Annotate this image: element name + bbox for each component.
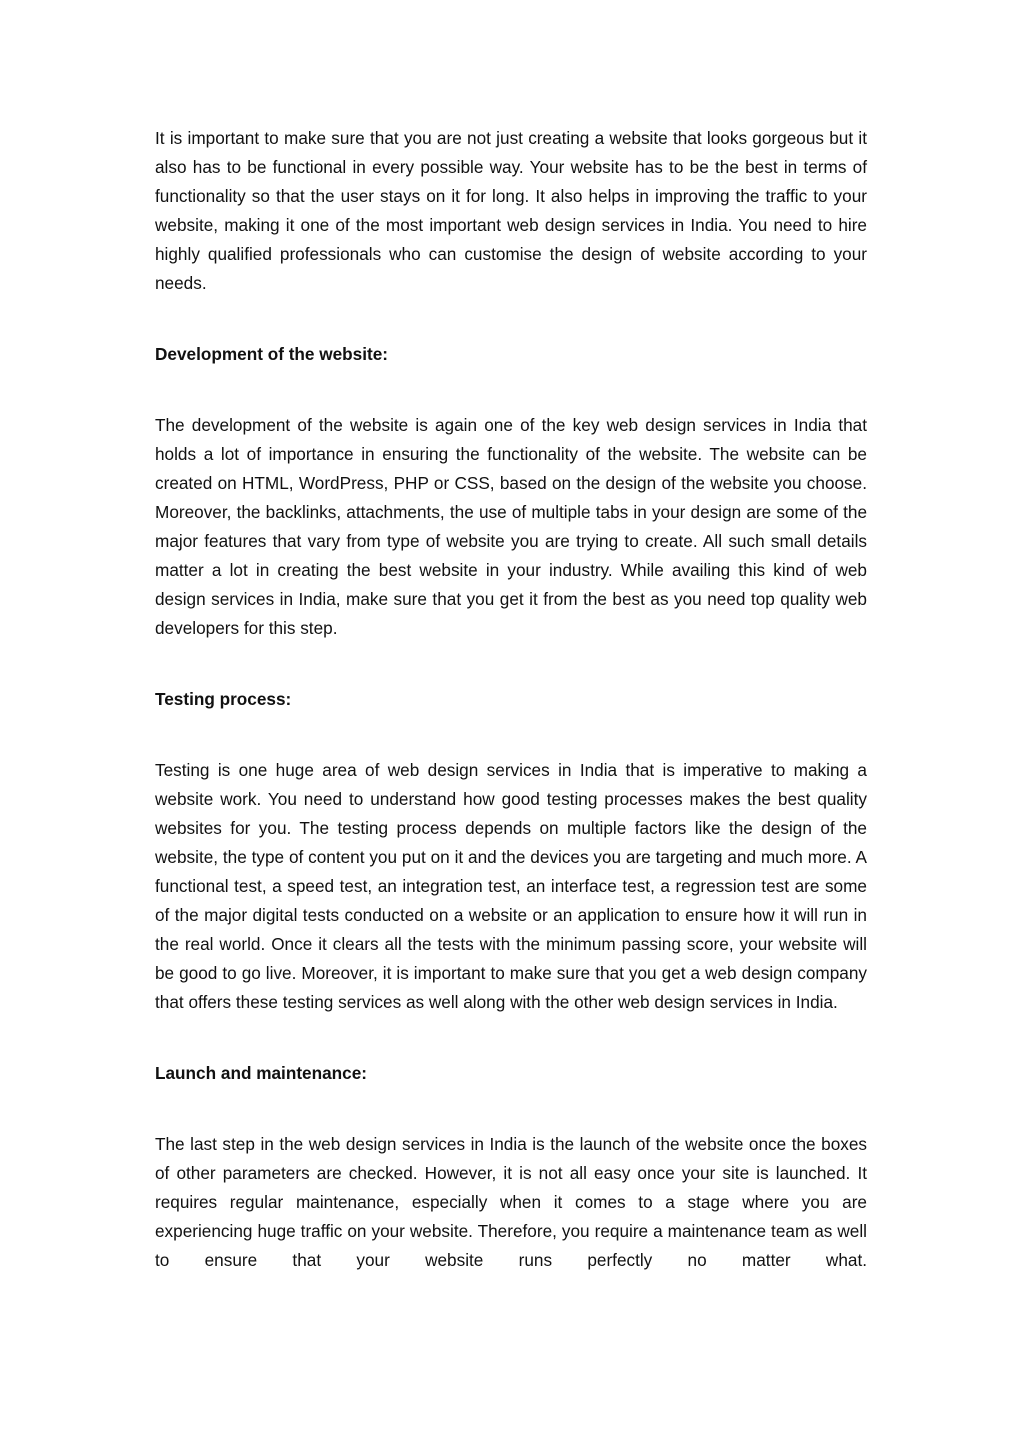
section-body-development: The development of the website is again one of the key web design services in India that holds a lot of importance in ensuring the functionality of the website. The website can be created on HTML, WordPress, PHP or CSS, based on the design of the website you choose. Moreover, the backlinks, attachments, the use of multiple tabs in your design are some of the major features that vary from type of website you are trying to create. All such small details matter a lot in creating the best website in your industry. While availing this kind of web design services in India, make sure that you get it from the best as you need top quality web developers for this step. [155,415,867,638]
section-body-launch: The last step in the web design services in India is the launch of the website once the boxes of other parameters are checked. However, it is not all easy once your site is launched. It requires regular maintenance, especially when it comes to a stage where you are experiencing huge traffic on your website. Therefore, you require a maintenance team as well to ensure that your website runs perfectly no matter what. [155,1134,867,1270]
spacer [155,369,867,411]
section-body-testing: Testing is one huge area of web design services in India that is imperative to making a website work. You need to understand how good testing processes makes the best quality websites for you. The testing process depends on multiple factors like the design of the website, the type of content you put on it and the devices you are targeting and much more. A functional test, a speed test, an integration test, an interface test, a regression test are some of the major digital tests conducted on a website or an application to ensure how it will run in the real world. Once it clears all the tests with the minimum passing score, your website will be good to go live. Moreover, it is important to make sure that you get a web design company that offers these testing services as well along with the other web design services in India. [155,760,867,1012]
spacer [155,1017,867,1059]
intro-paragraph: It is important to make sure that you are not just creating a website that looks gorgeous but it also has to be functional in every possible way. Your website has to be the best in terms of functionality so that the user stays on it for long. It also helps in improving the traffic to your website, making it one of the most important web design services in India. You need to hire highly qualified professionals who can customise the design of website according to your needs. [155,128,867,293]
document-body [155,124,867,1275]
section-heading-development: Development of the website: [155,344,389,364]
spacer [155,714,867,756]
spacer [155,298,867,340]
spacer [155,1088,867,1130]
spacer [155,643,867,685]
section-heading-testing: Testing process: [155,689,292,709]
section-heading-launch: Launch and maintenance: [155,1063,368,1083]
